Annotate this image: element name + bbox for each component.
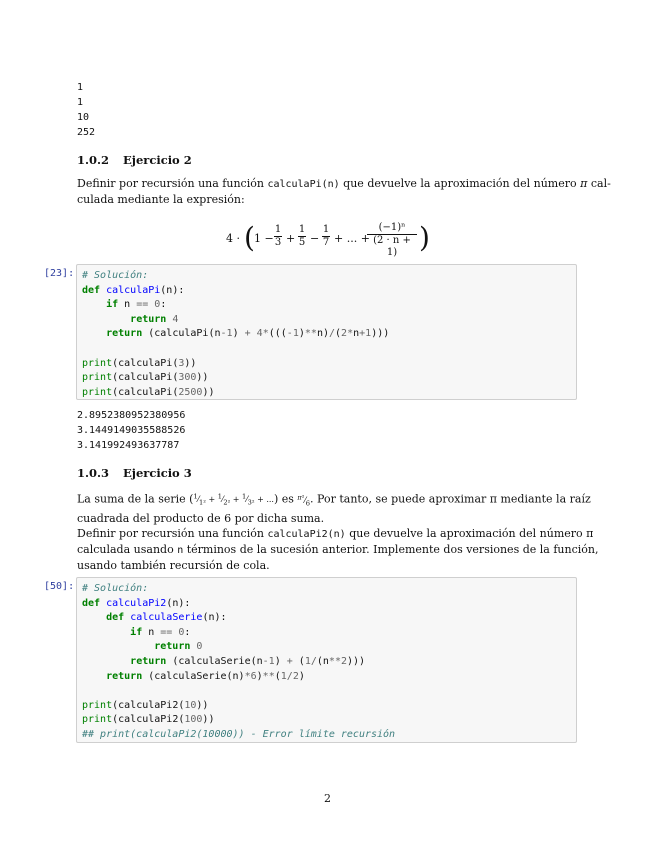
formula-lead: 4 ·: [226, 232, 240, 245]
text: ) es: [273, 492, 298, 506]
cell-output: [77, 408, 185, 453]
inline-code: calculaPi2(n): [267, 529, 346, 540]
text: . Por tanto, se puede aproximar π mediante la raíz: [310, 492, 591, 506]
output-line: 2.8952380952380956: [77, 410, 186, 421]
output-line: 1: [77, 97, 84, 108]
numerator: 1: [298, 224, 306, 235]
text: Definir por recursión una función: [77, 527, 268, 540]
series-terms: $^1⁄_{1^2}$ + $^1⁄_{2^2}$ + $^1⁄_{3^2}$ + ...: [193, 492, 274, 507]
code-line: print(calculaPi(2500)): [82, 386, 215, 398]
fraction: [367, 222, 417, 259]
paren-close: ): [419, 221, 430, 254]
code-line: # Solución:: [82, 270, 149, 281]
fraction: [298, 224, 306, 249]
code-line: print(calculaPi(3)): [82, 357, 197, 369]
text: calculada usando: [77, 543, 178, 556]
code-line: return 4: [130, 313, 179, 325]
numerator: (−1)ⁿ: [378, 222, 406, 233]
pi-symbol: π: [580, 177, 588, 190]
code-line: print(calculaPi(300)): [82, 372, 209, 384]
text: que devuelve la aproximación del número: [339, 177, 581, 190]
code-line: print(calculaPi2(100)): [82, 714, 215, 726]
output-line: 1: [77, 82, 84, 93]
minus-sign: −: [310, 232, 320, 245]
fraction: [322, 224, 330, 249]
paren-open: (: [244, 221, 255, 254]
code-line: [82, 342, 389, 357]
formula-dots: + ... +: [334, 232, 370, 245]
formula: [226, 222, 431, 256]
output-line: 3.1449149035588526: [77, 425, 186, 436]
output-line: 10: [77, 112, 90, 123]
code-line: return 0: [154, 641, 203, 653]
code-line: [82, 684, 395, 699]
ex2-paragraph: [77, 176, 611, 207]
previous-output: [77, 80, 95, 140]
code-line: if n == 0:: [130, 626, 191, 638]
denominator: 7: [322, 237, 330, 248]
denominator: (2 · n + 1): [373, 235, 411, 258]
code-cell[interactable]: [76, 577, 577, 743]
output-line: 3.141992493637787: [77, 440, 180, 451]
text: La suma de la serie (: [77, 492, 194, 506]
text: que devuelve la aproximación del número π: [345, 527, 594, 540]
denominator: 3: [274, 237, 282, 248]
cell-prompt: [50]:: [44, 581, 75, 592]
section-heading-ejercicio-2: [77, 153, 192, 167]
code-line: return (calculaSerie(n)*6)**(1/2): [106, 670, 305, 682]
code-line: def calculaPi(n):: [82, 284, 185, 296]
formula-term: 1 −: [254, 232, 274, 245]
text: cal-: [587, 177, 611, 190]
section-number: 1.0.3: [77, 466, 110, 480]
page-number: 2: [324, 792, 331, 805]
pi-squared-over-six: $^{\pi^2}⁄_6$: [297, 493, 311, 508]
text: usando también recursión de cola.: [77, 559, 270, 572]
inline-code: calculaPi(n): [267, 179, 340, 190]
code-line: return (calculaPi(n-1) + 4*(((-1)**n)/(2*n+1))): [106, 328, 390, 340]
text: cuadrada del producto de 6 por dicha suma.: [77, 512, 325, 526]
code-line: def calculaPi2(n):: [82, 597, 191, 609]
code-line: print(calculaPi2(10)): [82, 699, 209, 711]
inline-code: n: [177, 545, 184, 556]
plus-sign: +: [286, 232, 296, 245]
code-line: # Solución:: [82, 583, 149, 594]
denominator: 5: [298, 237, 306, 248]
numerator: 1: [322, 224, 330, 235]
code-block: [82, 269, 389, 400]
code-line: if n == 0:: [106, 299, 167, 311]
code-line: return (calculaSerie(n-1) + (1/(n**2))): [130, 655, 366, 667]
text: culada mediante la expresión:: [77, 193, 245, 206]
code-block: [82, 582, 395, 743]
code-line: ## print(calculaPi2(10000)) - Error límite recursión: [82, 728, 396, 740]
section-number: 1.0.2: [77, 153, 110, 167]
text: términos de la sucesión anterior. Implemente dos versiones de la función,: [183, 543, 599, 556]
output-line: 252: [77, 127, 96, 138]
cell-prompt: [23]:: [44, 268, 75, 279]
section-title: Ejercicio 3: [123, 466, 192, 480]
text: Definir por recursión una función: [77, 177, 268, 190]
numerator: 1: [274, 224, 282, 235]
code-cell[interactable]: [76, 264, 577, 400]
section-heading-ejercicio-3: [77, 466, 192, 480]
code-line: def calculaSerie(n):: [106, 612, 227, 624]
fraction: [274, 224, 282, 249]
ex3-paragraph-2: [77, 526, 599, 573]
ex3-paragraph-1: [77, 489, 591, 526]
section-title: Ejercicio 2: [123, 153, 192, 167]
